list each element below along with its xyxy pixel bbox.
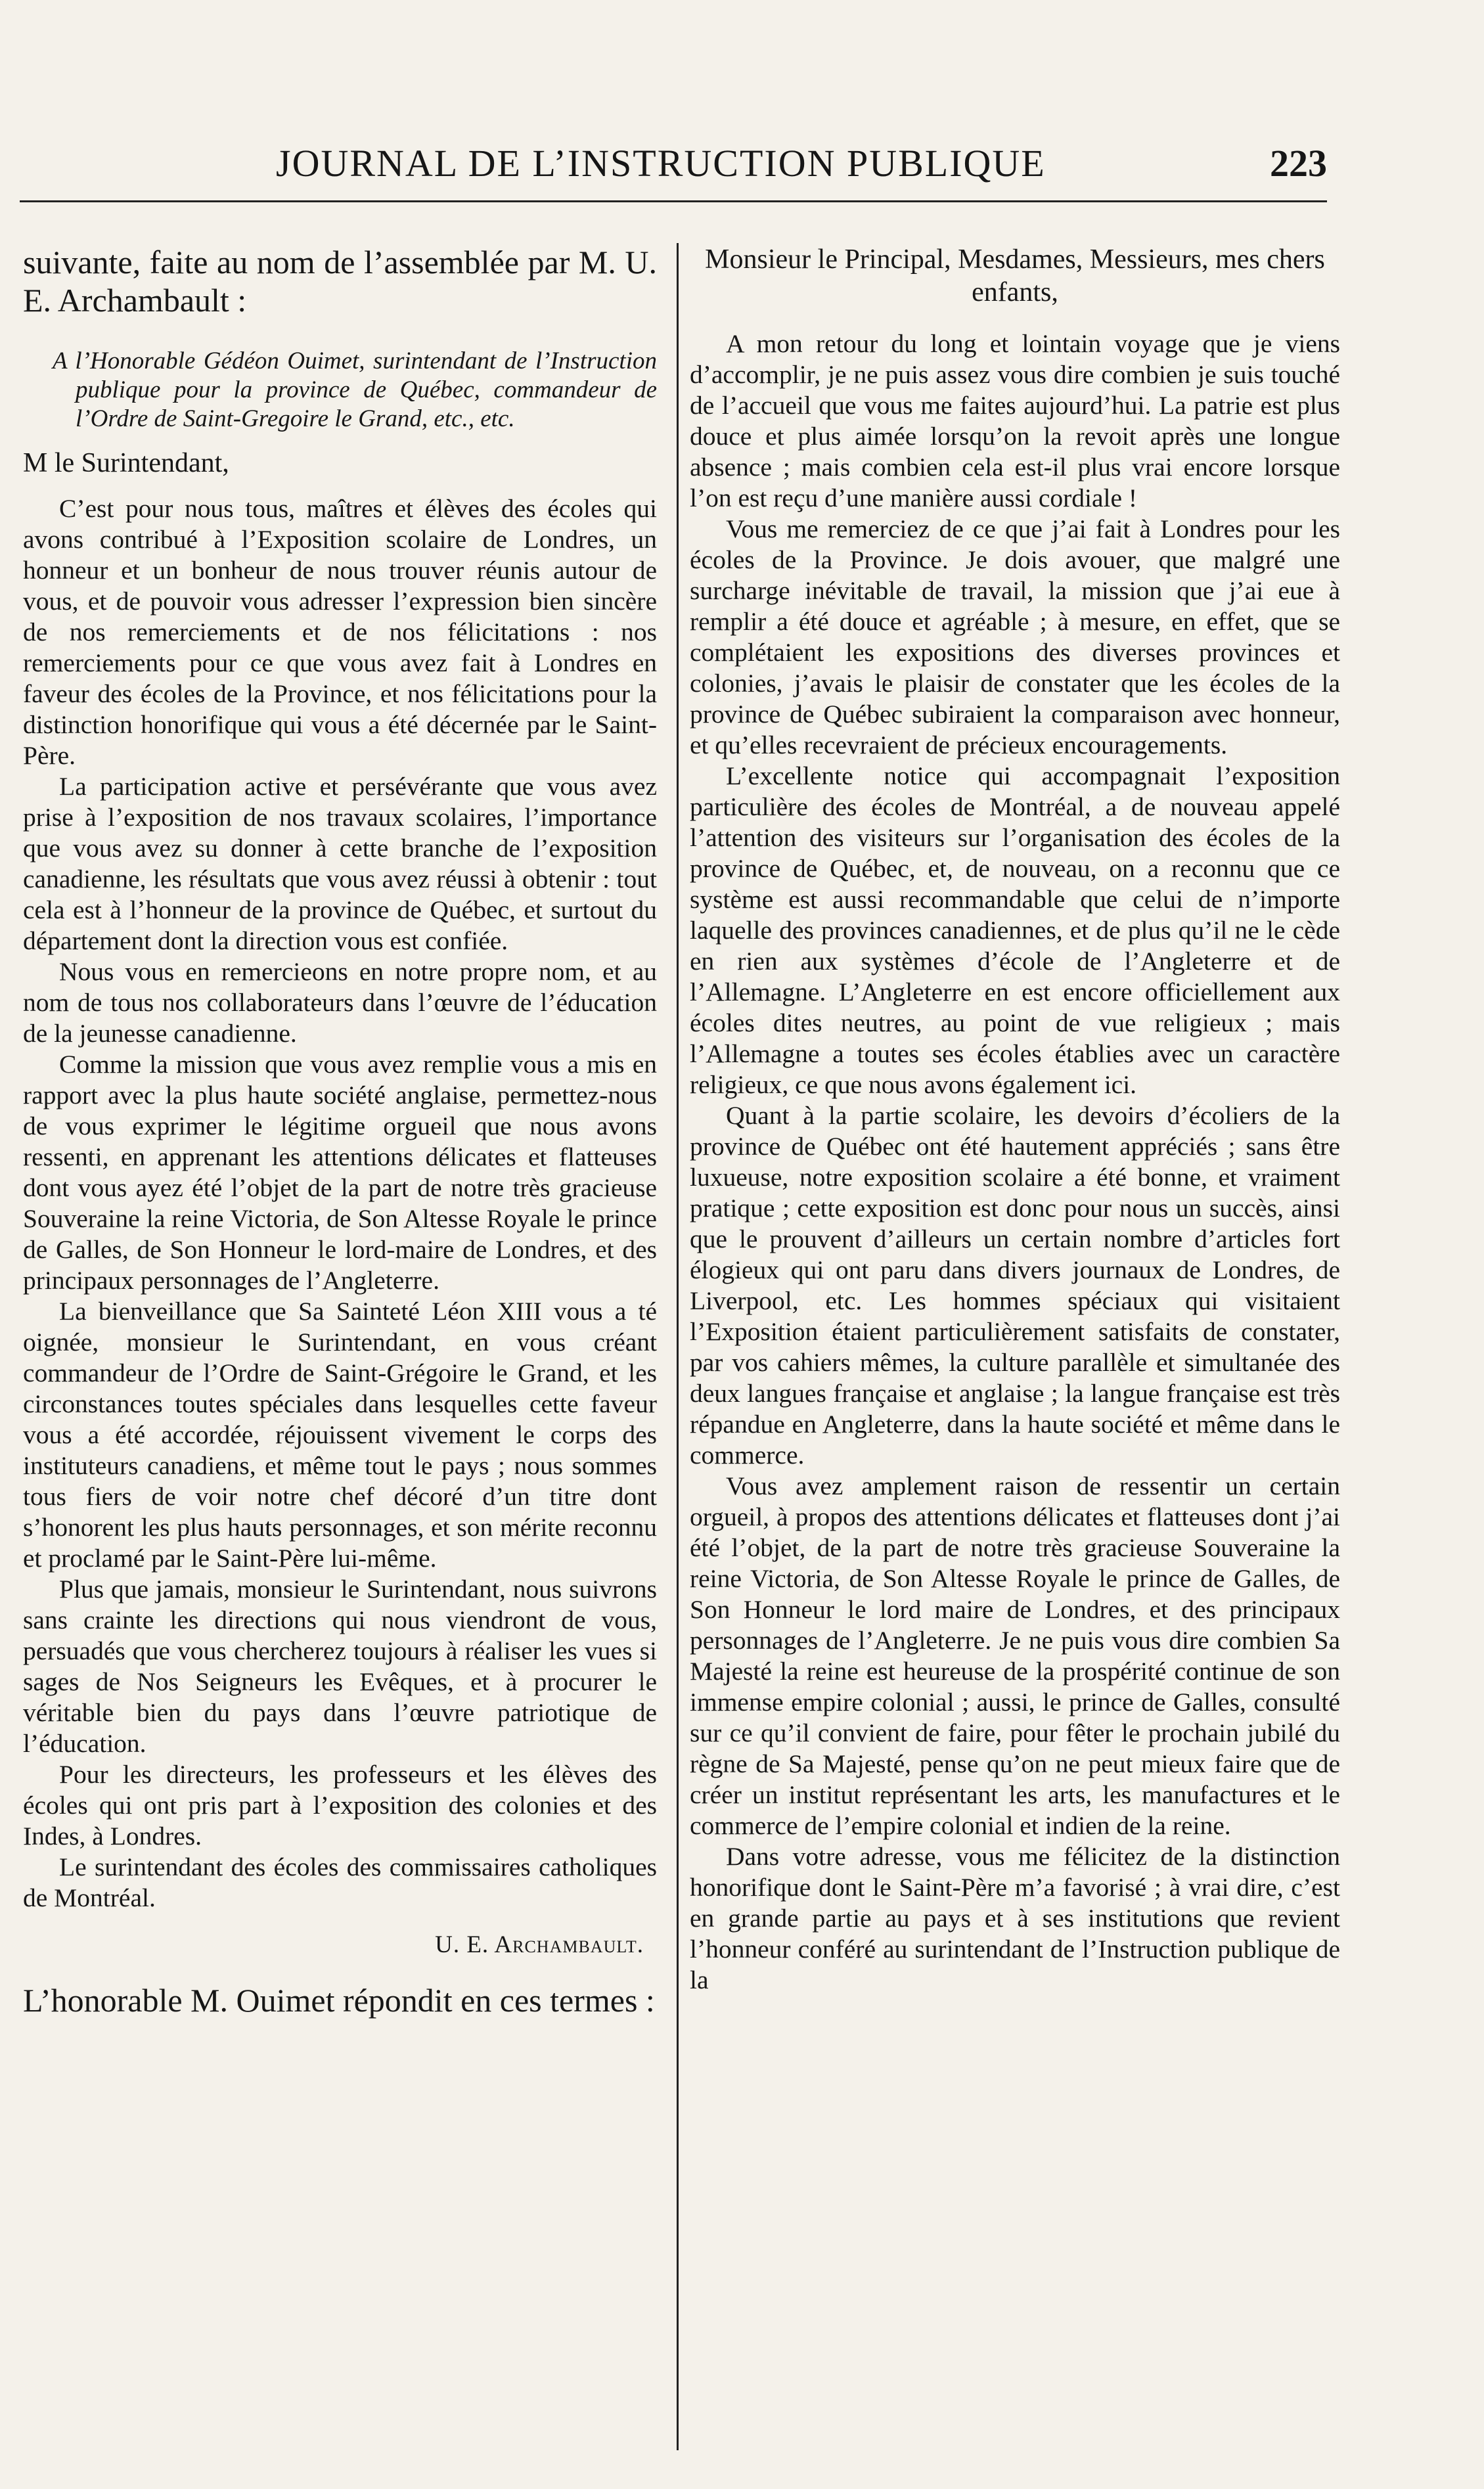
address-paragraph: Nous vous en remercieons en notre propre nom, et au nom de tous nos collaborateurs dans l’œuvre de l’éducation de la jeunesse canadienne. (23, 957, 657, 1048)
address-paragraph: Plus que jamais, monsieur le Surintendant, nous suivrons sans crainte les directions qui nous viendront de vous, persuadés que vous chercherez toujours à réaliser les vues si sages de Nos Seigneurs les Evêques, et à procurer le véritable bien du pays dans l’œuvre patriotique de l’éducation. (23, 1575, 657, 1758)
page-header (20, 141, 1327, 194)
reply-salutation: Monsieur le Principal, Mesdames, Messieurs, mes chers enfants, (705, 244, 1325, 307)
reply-paragraph: Dans votre adresse, vous me félicitez de la distinction honorifique dont le Saint-Père m’a favorisé ; à vrai dire, c’est en grande partie au pays et à ses institutions que revient l’honneur conféré au surintendant de l’Instruction publique de la (690, 1842, 1340, 1994)
signature: U. E. Archambault. (435, 1931, 644, 1958)
address-heading: A l’Honorable Gédéon Ouimet, surintendant de l’Instruction publique pour la province de Québec, commandeur de l’Ordre de Saint-Gregoire le Grand, etc., etc. (53, 348, 657, 432)
address-paragraph: Le surintendant des écoles des commissaires catholiques de Montréal. (23, 1852, 657, 1912)
reply-paragraph: Vous avez amplement raison de ressentir un certain orgueil, à propos des attentions délicates et flatteuses dont j’ai été l’objet, de la part de notre très gracieuse Souveraine la reine Victoria, de Son Altesse Royale le prince de Galles, de Son Honneur le lord maire de Londres, et des principaux personnages de l’Angleterre. Je ne puis vous dire combien Sa Majesté la reine est heureuse de la prospérité continue de son immense empire colonial ; aussi, le prince de Galles, consulté sur ce qu’il convient de faire, pour fêter le prochain jubilé du règne de Sa Majesté, pense qu’on ne peut mieux faire que de créer un institut représentant les arts, les manufactures et le commerce de l’empire colonial et indien de la reine. (690, 1471, 1340, 1840)
lead-sentence: suivante, faite au nom de l’assemblée par M. U. E. Archambault : (23, 244, 657, 319)
address-paragraph: C’est pour nous tous, maîtres et élèves des écoles qui avons contribué à l’Exposition scolaire de Londres, un honneur et un bonheur de nous trouver réunis autour de vous, et de pouvoir vous adresser l’expression bien sincère de nos remerciements et de nos félicitations : nos remerciements pour ce que vous avez fait à Londres en faveur des écoles de la Province, et nos félicitations pour la distinction honorifique qui vous a été décernée par le Saint-Père. (23, 494, 657, 770)
address-paragraph: Comme la mission que vous avez remplie vous a mis en rapport avec la plus haute société anglaise, permettez-nous de vous exprimer le légitime orgueil que nous avons ressenti, en apprenant les attentions délicates et flatteuses dont vous ayez été l’objet de la part de notre très gracieuse Souveraine la reine Victoria, de Son Altesse Royale le prince de Galles, de Son Honneur le lord-maire de Londres, et des principaux personnages de l’Angleterre. (23, 1050, 657, 1295)
address-paragraph: La bienveillance que Sa Sainteté Léon XIII vous a té oignée, monsieur le Surintendant, en vous créant commandeur de l’Ordre de Saint-Grégoire le Grand, et les circonstances toutes spéciales dans lesquelles cette faveur vous a été accordée, réjouissent vivement le corps des instituteurs canadiens, et même tout le pays ; nous sommes tous fiers de voir notre chef décoré d’un titre dont s’honorent les plus hauts personnages, et son mérite reconnu et proclamé par le Saint-Père lui-même. (23, 1297, 657, 1573)
closing-sentence: L’honorable M. Ouimet répondit en ces termes : (23, 1982, 655, 2019)
journal-title: JOURNAL DE L’INSTRUCTION PUBLIQUE (276, 142, 1046, 185)
column-divider (677, 243, 679, 2450)
reply-paragraph: A mon retour du long et lointain voyage que je viens d’accomplir, je ne puis assez vous dire combien je suis touché de l’accueil que vous me faites aujourd’hui. La patrie est plus douce et plus aimée lorsqu’on la revoit après une longue absence ; mais combien cela est-il plus vrai encore lorsque l’on est reçu d’une manière aussi cordiale ! (690, 329, 1340, 512)
address-paragraph: Pour les directeurs, les professeurs et les élèves des écoles qui ont pris part à l’exposition des colonies et des Indes, à Londres. (23, 1760, 657, 1850)
reply-paragraph: Quant à la partie scolaire, les devoirs d’écoliers de la province de Québec ont été hautement appréciés ; sans être luxueuse, notre exposition scolaire a été bonne, et vraiment pratique ; cette exposition est donc pour nous un succès, ainsi que le prouvent d’ailleurs un certain nombre d’articles fort élogieux qui ont paru dans divers journaux de Londres, de Liverpool, etc. Les hommes spéciaux qui visitaient l’Exposition étaient particulièrement satisfaits de constater, par vos cahiers mêmes, la culture parallèle et simultanée des deux langues française et anglaise ; la langue française est très répandue en Angleterre, dans la haute société et même dans le commerce. (690, 1101, 1340, 1469)
reply-paragraph: Vous me remerciez de ce que j’ai fait à Londres pour les écoles de la Province. Je dois avouer, que malgré une surcharge inévitable de travail, la mission que j’ai eue à remplir a été douce et agréable ; à mesure, en effet, que se complétaient les expositions des diverses provinces et colonies, j’avais le plaisir de constater que les écoles de la province de Québec subiraient la comparaison avec honneur, et qu’elles recevraient de précieux encouragements. (690, 514, 1340, 759)
page-number: 223 (1270, 142, 1327, 185)
reply-paragraph: L’excellente notice qui accompagnait l’exposition particulière des écoles de Montréal, a de nouveau appelé l’attention des visiteurs sur l’organisation des écoles de la province de Québec, et, de nouveau, on a reconnu que ce système est aussi recommandable que celui de n’importe laquelle des provinces canadiennes, et de plus qu’il ne le cède en rien aux systèmes d’école de l’Angleterre et de l’Allemagne. L’Angleterre en est encore officiellement aux écoles dites neutres, au point de vue religieux ; mais l’Allemagne a toutes ses écoles établies avec un caractère religieux, ce que nous avons également ici. (690, 761, 1340, 1099)
address-paragraph: La participation active et persévérante que vous avez prise à l’exposition de nos travaux scolaires, l’importance que vous avez su donner à cette branche de l’exposition canadienne, les résultats que vous avez réussi à obtenir : tout cela est à l’honneur de la province de Québec, et surtout du département dont la direction vous est confiée. (23, 772, 657, 955)
right-column (690, 243, 1340, 1996)
header-rule (20, 200, 1327, 202)
address-salutation: M le Surintendant, (23, 448, 229, 478)
left-column (23, 243, 657, 2019)
